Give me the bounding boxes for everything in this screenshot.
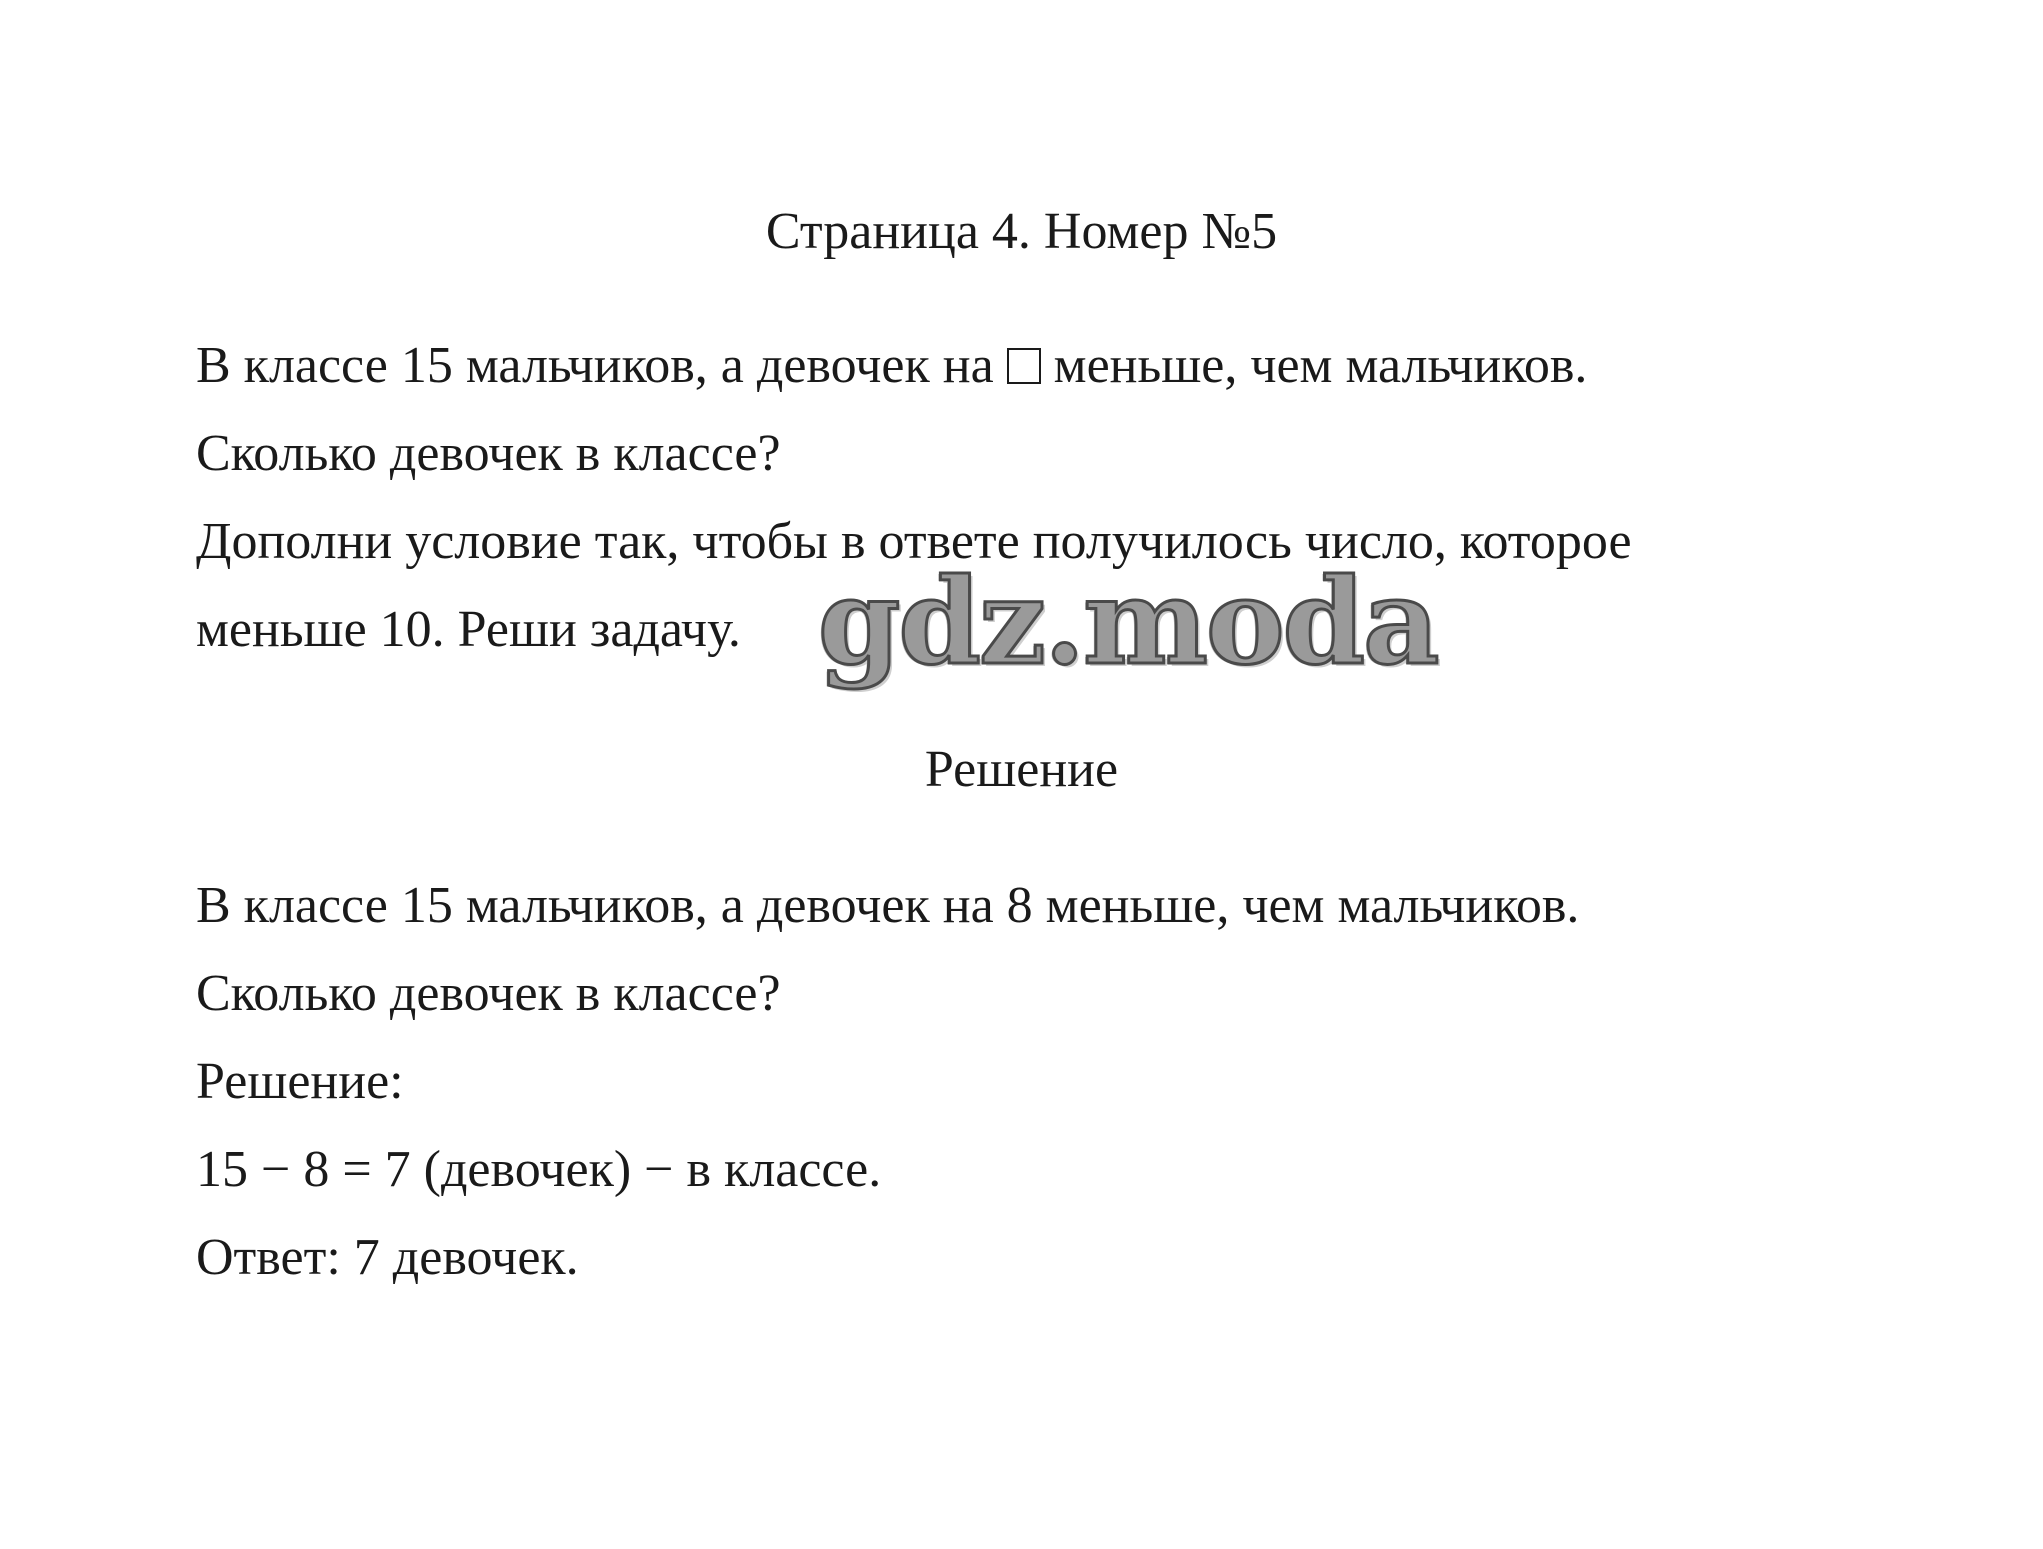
solution-line-4: 15 − 8 = 7 (девочек) − в классе.: [196, 1141, 882, 1198]
task-line-1-end: меньше, чем мальчиков.: [1040, 337, 1588, 394]
task-line-3: Дополни условие так, чтобы в ответе получилось число, которое: [196, 513, 1632, 570]
solution-line-2: Сколько девочек в классе?: [196, 965, 781, 1022]
task-line-1: [196, 336, 1587, 396]
solution-answer: Ответ: 7 девочек.: [196, 1229, 579, 1286]
solution-line-3: Решение:: [196, 1053, 404, 1110]
empty-square-icon: [1007, 348, 1041, 384]
page-title: Страница 4. Номер №5: [765, 203, 1278, 260]
task-line-4: меньше 10. Реши задачу.: [196, 601, 741, 658]
solution-line-1: В классе 15 мальчиков, а девочек на 8 меньше, чем мальчиков.: [196, 877, 1580, 934]
task-line-2: Сколько девочек в классе?: [196, 425, 781, 482]
solution-heading: Решение: [924, 741, 1119, 798]
task-line-1-start: В классе 15 мальчиков, а девочек на: [196, 337, 1007, 394]
watermark-logo: gdz.moda: [818, 552, 1438, 691]
